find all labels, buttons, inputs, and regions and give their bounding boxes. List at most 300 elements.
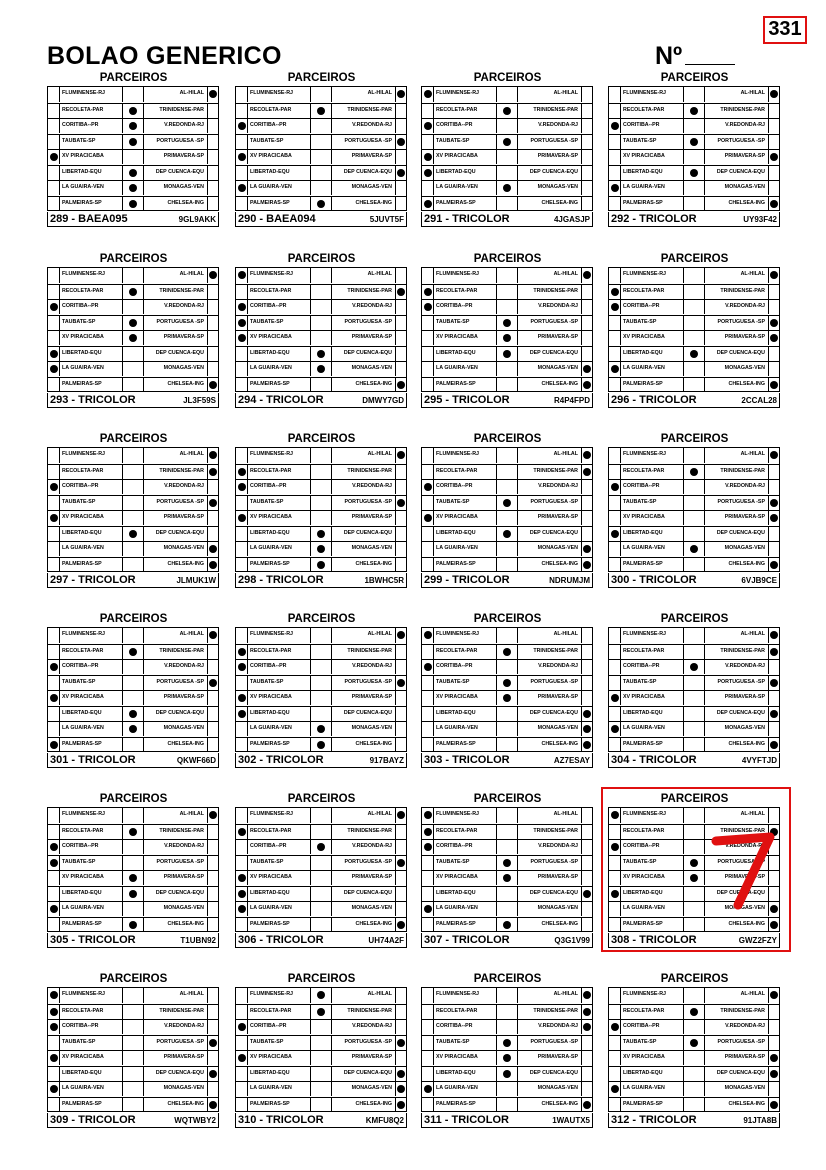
- column-divider: [683, 542, 684, 556]
- column-divider: [143, 150, 144, 164]
- column-divider: [683, 1098, 684, 1112]
- pick-mark[interactable]: [238, 303, 246, 311]
- pick-mark[interactable]: [317, 200, 325, 208]
- pick-mark[interactable]: [317, 107, 325, 115]
- pick-mark[interactable]: [611, 530, 619, 538]
- pick-mark[interactable]: [50, 663, 58, 671]
- pick-mark[interactable]: [50, 843, 58, 851]
- pick-mark[interactable]: [424, 843, 432, 851]
- away-team: MONAGAS-VEN: [537, 184, 578, 190]
- pick-mark[interactable]: [611, 811, 619, 819]
- pick-mark[interactable]: [397, 90, 405, 98]
- pick-mark[interactable]: [50, 991, 58, 999]
- pick-mark[interactable]: [238, 184, 246, 192]
- pick-mark[interactable]: [770, 631, 778, 639]
- column-divider: [247, 316, 248, 330]
- home-team: XV PIRACICABA: [623, 694, 665, 700]
- pick-mark[interactable]: [129, 828, 137, 836]
- column-divider: [395, 197, 396, 211]
- match-row: [236, 659, 406, 674]
- pick-mark[interactable]: [583, 545, 591, 553]
- pick-mark[interactable]: [770, 648, 778, 656]
- pick-mark[interactable]: [238, 828, 246, 836]
- match-row: [236, 1004, 406, 1019]
- pick-mark[interactable]: [770, 90, 778, 98]
- pick-mark[interactable]: [424, 905, 432, 913]
- pick-mark[interactable]: [583, 1023, 591, 1031]
- pick-mark[interactable]: [209, 381, 217, 389]
- pick-mark[interactable]: [317, 1008, 325, 1016]
- pick-mark[interactable]: [129, 122, 137, 130]
- pick-mark[interactable]: [238, 319, 246, 327]
- pick-mark[interactable]: [611, 694, 619, 702]
- column-divider: [620, 511, 621, 525]
- away-team: AL-HILAL: [553, 90, 578, 96]
- pick-mark[interactable]: [583, 1101, 591, 1109]
- pick-mark[interactable]: [238, 1054, 246, 1062]
- home-team: PALMEIRAS-SP: [250, 740, 290, 747]
- home-team: LA GUAIRA-VEN: [436, 545, 478, 551]
- pick-mark[interactable]: [583, 991, 591, 999]
- pick-mark[interactable]: [770, 514, 778, 522]
- pick-mark[interactable]: [690, 169, 698, 177]
- pick-mark[interactable]: [397, 859, 405, 867]
- pick-mark[interactable]: [770, 679, 778, 687]
- pick-mark[interactable]: [209, 561, 217, 569]
- pick-mark[interactable]: [611, 725, 619, 733]
- away-team: DEP CUENCA-EQU: [716, 349, 765, 356]
- column-divider: [331, 465, 332, 479]
- pick-mark[interactable]: [238, 271, 246, 279]
- column-divider: [207, 331, 208, 345]
- pick-mark[interactable]: [129, 184, 137, 192]
- pick-mark[interactable]: [397, 169, 405, 177]
- pick-mark[interactable]: [209, 499, 217, 507]
- pick-mark[interactable]: [583, 561, 591, 569]
- pick-mark[interactable]: [397, 921, 405, 929]
- column-divider: [310, 1036, 311, 1050]
- column-divider: [143, 527, 144, 541]
- pick-mark[interactable]: [50, 514, 58, 522]
- column-divider: [207, 856, 208, 870]
- pick-mark[interactable]: [397, 381, 405, 389]
- pick-mark[interactable]: [770, 921, 778, 929]
- pick-mark[interactable]: [690, 1039, 698, 1047]
- pick-mark[interactable]: [397, 138, 405, 146]
- column-divider: [433, 1067, 434, 1081]
- pick-mark[interactable]: [397, 1101, 405, 1109]
- match-table: [235, 86, 407, 211]
- pick-mark[interactable]: [503, 648, 511, 656]
- card-serial: JLMUK1W: [176, 576, 216, 585]
- away-team: DEP CUENCA-EQU: [155, 1069, 204, 1076]
- pick-mark[interactable]: [317, 350, 325, 358]
- column-divider: [496, 628, 497, 643]
- home-team: XV PIRACICABA: [250, 514, 292, 520]
- pick-mark[interactable]: [238, 663, 246, 671]
- away-team: AL-HILAL: [553, 991, 578, 997]
- pick-mark[interactable]: [129, 921, 137, 929]
- match-row: [48, 855, 218, 870]
- pick-mark[interactable]: [50, 350, 58, 358]
- column-divider: [496, 676, 497, 690]
- pick-mark[interactable]: [690, 663, 698, 671]
- pick-mark[interactable]: [503, 859, 511, 867]
- home-team: FLUMINENSE-RJ: [436, 811, 479, 817]
- pick-mark[interactable]: [583, 271, 591, 279]
- pick-mark[interactable]: [583, 381, 591, 389]
- home-team: LIBERTAD-EQU: [250, 709, 290, 716]
- pick-mark[interactable]: [611, 365, 619, 373]
- column-divider: [496, 887, 497, 901]
- pick-mark[interactable]: [611, 890, 619, 898]
- pick-mark[interactable]: [770, 319, 778, 327]
- pick-mark[interactable]: [209, 679, 217, 687]
- pick-mark[interactable]: [770, 200, 778, 208]
- pick-mark[interactable]: [583, 1008, 591, 1016]
- home-team: XV PIRACICABA: [623, 1054, 665, 1060]
- home-team: PALMEIRAS-SP: [623, 1100, 663, 1107]
- pick-mark[interactable]: [503, 334, 511, 342]
- pick-mark[interactable]: [397, 451, 405, 459]
- column-divider: [395, 1067, 396, 1081]
- pick-mark[interactable]: [690, 859, 698, 867]
- pick-mark[interactable]: [770, 1070, 778, 1078]
- pick-mark[interactable]: [770, 271, 778, 279]
- match-row: [48, 134, 218, 149]
- pick-mark[interactable]: [238, 514, 246, 522]
- away-team: PORTUGUESA -SP: [156, 498, 204, 505]
- pick-mark[interactable]: [770, 1101, 778, 1109]
- pick-mark[interactable]: [770, 1054, 778, 1062]
- pick-mark[interactable]: [503, 184, 511, 192]
- pick-mark[interactable]: [503, 319, 511, 327]
- pick-mark[interactable]: [209, 468, 217, 476]
- column-divider: [496, 197, 497, 211]
- pick-mark[interactable]: [770, 153, 778, 161]
- pick-mark[interactable]: [317, 991, 325, 999]
- pick-mark[interactable]: [770, 499, 778, 507]
- column-divider: [517, 1005, 518, 1019]
- pick-mark[interactable]: [50, 483, 58, 491]
- column-divider: [517, 1051, 518, 1065]
- pick-mark[interactable]: [424, 1085, 432, 1093]
- pick-mark[interactable]: [690, 107, 698, 115]
- pick-mark[interactable]: [129, 200, 137, 208]
- pick-mark[interactable]: [503, 1039, 511, 1047]
- pick-mark[interactable]: [503, 107, 511, 115]
- pick-mark[interactable]: [317, 545, 325, 553]
- pick-mark[interactable]: [129, 530, 137, 538]
- pick-mark[interactable]: [238, 122, 246, 130]
- pick-mark[interactable]: [209, 271, 217, 279]
- pick-mark[interactable]: [424, 200, 432, 208]
- away-team: TRINIDENSE-PAR: [159, 647, 204, 654]
- column-divider: [395, 676, 396, 690]
- pick-mark[interactable]: [209, 631, 217, 639]
- pick-mark[interactable]: [690, 1008, 698, 1016]
- column-divider: [496, 104, 497, 118]
- pick-mark[interactable]: [317, 843, 325, 851]
- away-team: PORTUGUESA -SP: [530, 858, 578, 865]
- pick-mark[interactable]: [129, 334, 137, 342]
- pick-mark[interactable]: [424, 631, 432, 639]
- away-team: DEP CUENCA-EQU: [716, 529, 765, 536]
- pick-mark[interactable]: [611, 483, 619, 491]
- home-team: CORITIBA--PR: [250, 303, 287, 309]
- column-divider: [143, 166, 144, 180]
- away-team: PORTUGUESA -SP: [717, 1038, 765, 1045]
- pick-mark[interactable]: [129, 710, 137, 718]
- pick-mark[interactable]: [424, 303, 432, 311]
- pick-mark[interactable]: [238, 1023, 246, 1031]
- pick-mark[interactable]: [129, 107, 137, 115]
- match-row: [422, 870, 592, 885]
- match-table: [608, 86, 780, 211]
- pick-mark[interactable]: [503, 921, 511, 929]
- pick-mark[interactable]: [50, 694, 58, 702]
- card-footer: [47, 1113, 219, 1128]
- pick-mark[interactable]: [583, 710, 591, 718]
- pick-mark[interactable]: [397, 1039, 405, 1047]
- pick-mark[interactable]: [503, 679, 511, 687]
- pick-mark[interactable]: [611, 303, 619, 311]
- pick-mark[interactable]: [503, 138, 511, 146]
- pick-mark[interactable]: [770, 561, 778, 569]
- pick-mark[interactable]: [209, 1101, 217, 1109]
- column-divider: [59, 808, 60, 823]
- match-row: [422, 824, 592, 839]
- pick-mark[interactable]: [129, 890, 137, 898]
- away-team: PORTUGUESA -SP: [156, 318, 204, 325]
- pick-mark[interactable]: [397, 1070, 405, 1078]
- pick-mark[interactable]: [50, 905, 58, 913]
- column-divider: [207, 738, 208, 752]
- pick-mark[interactable]: [424, 483, 432, 491]
- pick-mark[interactable]: [238, 648, 246, 656]
- pick-mark[interactable]: [583, 468, 591, 476]
- pick-mark[interactable]: [583, 741, 591, 749]
- pick-mark[interactable]: [317, 725, 325, 733]
- pick-mark[interactable]: [583, 451, 591, 459]
- home-team: PALMEIRAS-SP: [623, 380, 663, 387]
- pick-mark[interactable]: [238, 694, 246, 702]
- pick-mark[interactable]: [424, 90, 432, 98]
- pick-mark[interactable]: [611, 122, 619, 130]
- column-divider: [683, 676, 684, 690]
- away-team: PORTUGUESA -SP: [156, 678, 204, 685]
- pick-mark[interactable]: [238, 468, 246, 476]
- pick-mark[interactable]: [424, 169, 432, 177]
- column-divider: [59, 691, 60, 705]
- pick-mark[interactable]: [129, 874, 137, 882]
- away-team: TRINIDENSE-PAR: [347, 106, 392, 113]
- column-divider: [207, 347, 208, 361]
- pick-mark[interactable]: [50, 741, 58, 749]
- home-team: CORITIBA--PR: [436, 122, 473, 128]
- column-divider: [331, 691, 332, 705]
- pick-mark[interactable]: [50, 1054, 58, 1062]
- pick-mark[interactable]: [129, 725, 137, 733]
- pick-mark[interactable]: [503, 530, 511, 538]
- pick-mark[interactable]: [238, 710, 246, 718]
- pick-mark[interactable]: [129, 138, 137, 146]
- pick-mark[interactable]: [397, 499, 405, 507]
- pick-mark[interactable]: [317, 741, 325, 749]
- column-divider: [683, 660, 684, 674]
- match-row: [422, 541, 592, 556]
- column-divider: [207, 660, 208, 674]
- pick-mark[interactable]: [424, 288, 432, 296]
- pick-mark[interactable]: [238, 890, 246, 898]
- pick-mark[interactable]: [770, 710, 778, 718]
- column-divider: [768, 1082, 769, 1096]
- match-row: [48, 886, 218, 901]
- pick-mark[interactable]: [583, 890, 591, 898]
- home-team: LA GUAIRA-VEN: [436, 184, 478, 190]
- pick-mark[interactable]: [503, 350, 511, 358]
- column-divider: [331, 1082, 332, 1096]
- home-team: CORITIBA--PR: [62, 303, 99, 309]
- pick-mark[interactable]: [770, 741, 778, 749]
- pick-mark[interactable]: [209, 90, 217, 98]
- pick-mark[interactable]: [397, 811, 405, 819]
- pick-mark[interactable]: [50, 1023, 58, 1031]
- pick-mark[interactable]: [424, 828, 432, 836]
- pick-mark[interactable]: [50, 1085, 58, 1093]
- pick-mark[interactable]: [50, 153, 58, 161]
- pick-mark[interactable]: [503, 874, 511, 882]
- pick-mark[interactable]: [611, 1023, 619, 1031]
- card-code: 296 - TRICOLOR: [611, 394, 697, 406]
- pick-mark[interactable]: [424, 122, 432, 130]
- away-team: MONAGAS-VEN: [537, 725, 578, 731]
- pick-mark[interactable]: [611, 288, 619, 296]
- pick-mark[interactable]: [611, 843, 619, 851]
- away-team: PORTUGUESA -SP: [717, 858, 765, 865]
- pick-mark[interactable]: [209, 451, 217, 459]
- column-divider: [122, 347, 123, 361]
- pick-mark[interactable]: [317, 561, 325, 569]
- match-row: [236, 361, 406, 376]
- match-row: [236, 808, 406, 823]
- match-row: [609, 988, 779, 1003]
- column-divider: [247, 707, 248, 721]
- pick-mark[interactable]: [238, 905, 246, 913]
- pick-mark[interactable]: [209, 811, 217, 819]
- pick-mark[interactable]: [397, 288, 405, 296]
- column-divider: [59, 628, 60, 643]
- column-divider: [310, 558, 311, 572]
- column-divider: [143, 738, 144, 752]
- pick-mark[interactable]: [611, 1085, 619, 1093]
- page-number-box: 331: [763, 16, 807, 44]
- pick-mark[interactable]: [770, 381, 778, 389]
- pick-mark[interactable]: [770, 451, 778, 459]
- column-divider: [395, 119, 396, 133]
- column-divider: [433, 378, 434, 392]
- pick-mark[interactable]: [50, 859, 58, 867]
- home-team: RECOLETA-PAR: [623, 287, 665, 294]
- pick-mark[interactable]: [503, 1070, 511, 1078]
- pick-mark[interactable]: [397, 1085, 405, 1093]
- pick-mark[interactable]: [238, 334, 246, 342]
- pick-mark[interactable]: [611, 184, 619, 192]
- pick-mark[interactable]: [50, 1008, 58, 1016]
- column-divider: [59, 150, 60, 164]
- pick-mark[interactable]: [129, 319, 137, 327]
- column-divider: [704, 1067, 705, 1081]
- pick-mark[interactable]: [50, 365, 58, 373]
- pick-mark[interactable]: [690, 138, 698, 146]
- pick-mark[interactable]: [129, 169, 137, 177]
- away-team: TRINIDENSE-PAR: [159, 827, 204, 834]
- away-team: CHELSEA-ING: [355, 920, 392, 927]
- pick-mark[interactable]: [690, 350, 698, 358]
- away-team: DEP CUENCA-EQU: [529, 889, 578, 896]
- pick-mark[interactable]: [129, 288, 137, 296]
- pick-mark[interactable]: [770, 991, 778, 999]
- pick-mark[interactable]: [690, 874, 698, 882]
- away-team: AL-HILAL: [553, 271, 578, 277]
- pick-mark[interactable]: [317, 365, 325, 373]
- pick-mark[interactable]: [690, 545, 698, 553]
- match-row: [236, 479, 406, 494]
- pick-mark[interactable]: [424, 514, 432, 522]
- column-divider: [247, 104, 248, 118]
- pick-mark[interactable]: [129, 648, 137, 656]
- bet-card: [47, 613, 220, 766]
- column-divider: [143, 1051, 144, 1065]
- column-divider: [517, 285, 518, 299]
- pick-mark[interactable]: [238, 874, 246, 882]
- pick-mark[interactable]: [770, 334, 778, 342]
- pick-mark[interactable]: [424, 153, 432, 161]
- column-divider: [207, 181, 208, 195]
- pick-mark[interactable]: [238, 483, 246, 491]
- home-team: LA GUAIRA-VEN: [436, 365, 478, 371]
- pick-mark[interactable]: [238, 153, 246, 161]
- pick-mark[interactable]: [503, 694, 511, 702]
- pick-mark[interactable]: [209, 1070, 217, 1078]
- home-team: PALMEIRAS-SP: [62, 740, 102, 747]
- pick-mark[interactable]: [583, 365, 591, 373]
- column-divider: [395, 871, 396, 885]
- away-team: AL-HILAL: [740, 271, 765, 277]
- pick-mark[interactable]: [503, 499, 511, 507]
- pick-mark[interactable]: [690, 468, 698, 476]
- pick-mark[interactable]: [424, 811, 432, 819]
- pick-mark[interactable]: [317, 530, 325, 538]
- column-divider: [395, 856, 396, 870]
- pick-mark[interactable]: [397, 631, 405, 639]
- pick-mark[interactable]: [503, 1054, 511, 1062]
- pick-mark[interactable]: [209, 545, 217, 553]
- column-divider: [496, 316, 497, 330]
- pick-mark[interactable]: [424, 663, 432, 671]
- column-divider: [768, 645, 769, 659]
- match-row: [48, 644, 218, 659]
- pick-mark[interactable]: [583, 725, 591, 733]
- away-team: DEP CUENCA-EQU: [343, 889, 392, 896]
- column-divider: [768, 104, 769, 118]
- pick-mark[interactable]: [397, 679, 405, 687]
- pick-mark[interactable]: [209, 1039, 217, 1047]
- away-team: TRINIDENSE-PAR: [347, 467, 392, 474]
- away-team: DEP CUENCA-EQU: [343, 709, 392, 716]
- pick-mark[interactable]: [50, 303, 58, 311]
- home-team: FLUMINENSE-RJ: [62, 631, 105, 637]
